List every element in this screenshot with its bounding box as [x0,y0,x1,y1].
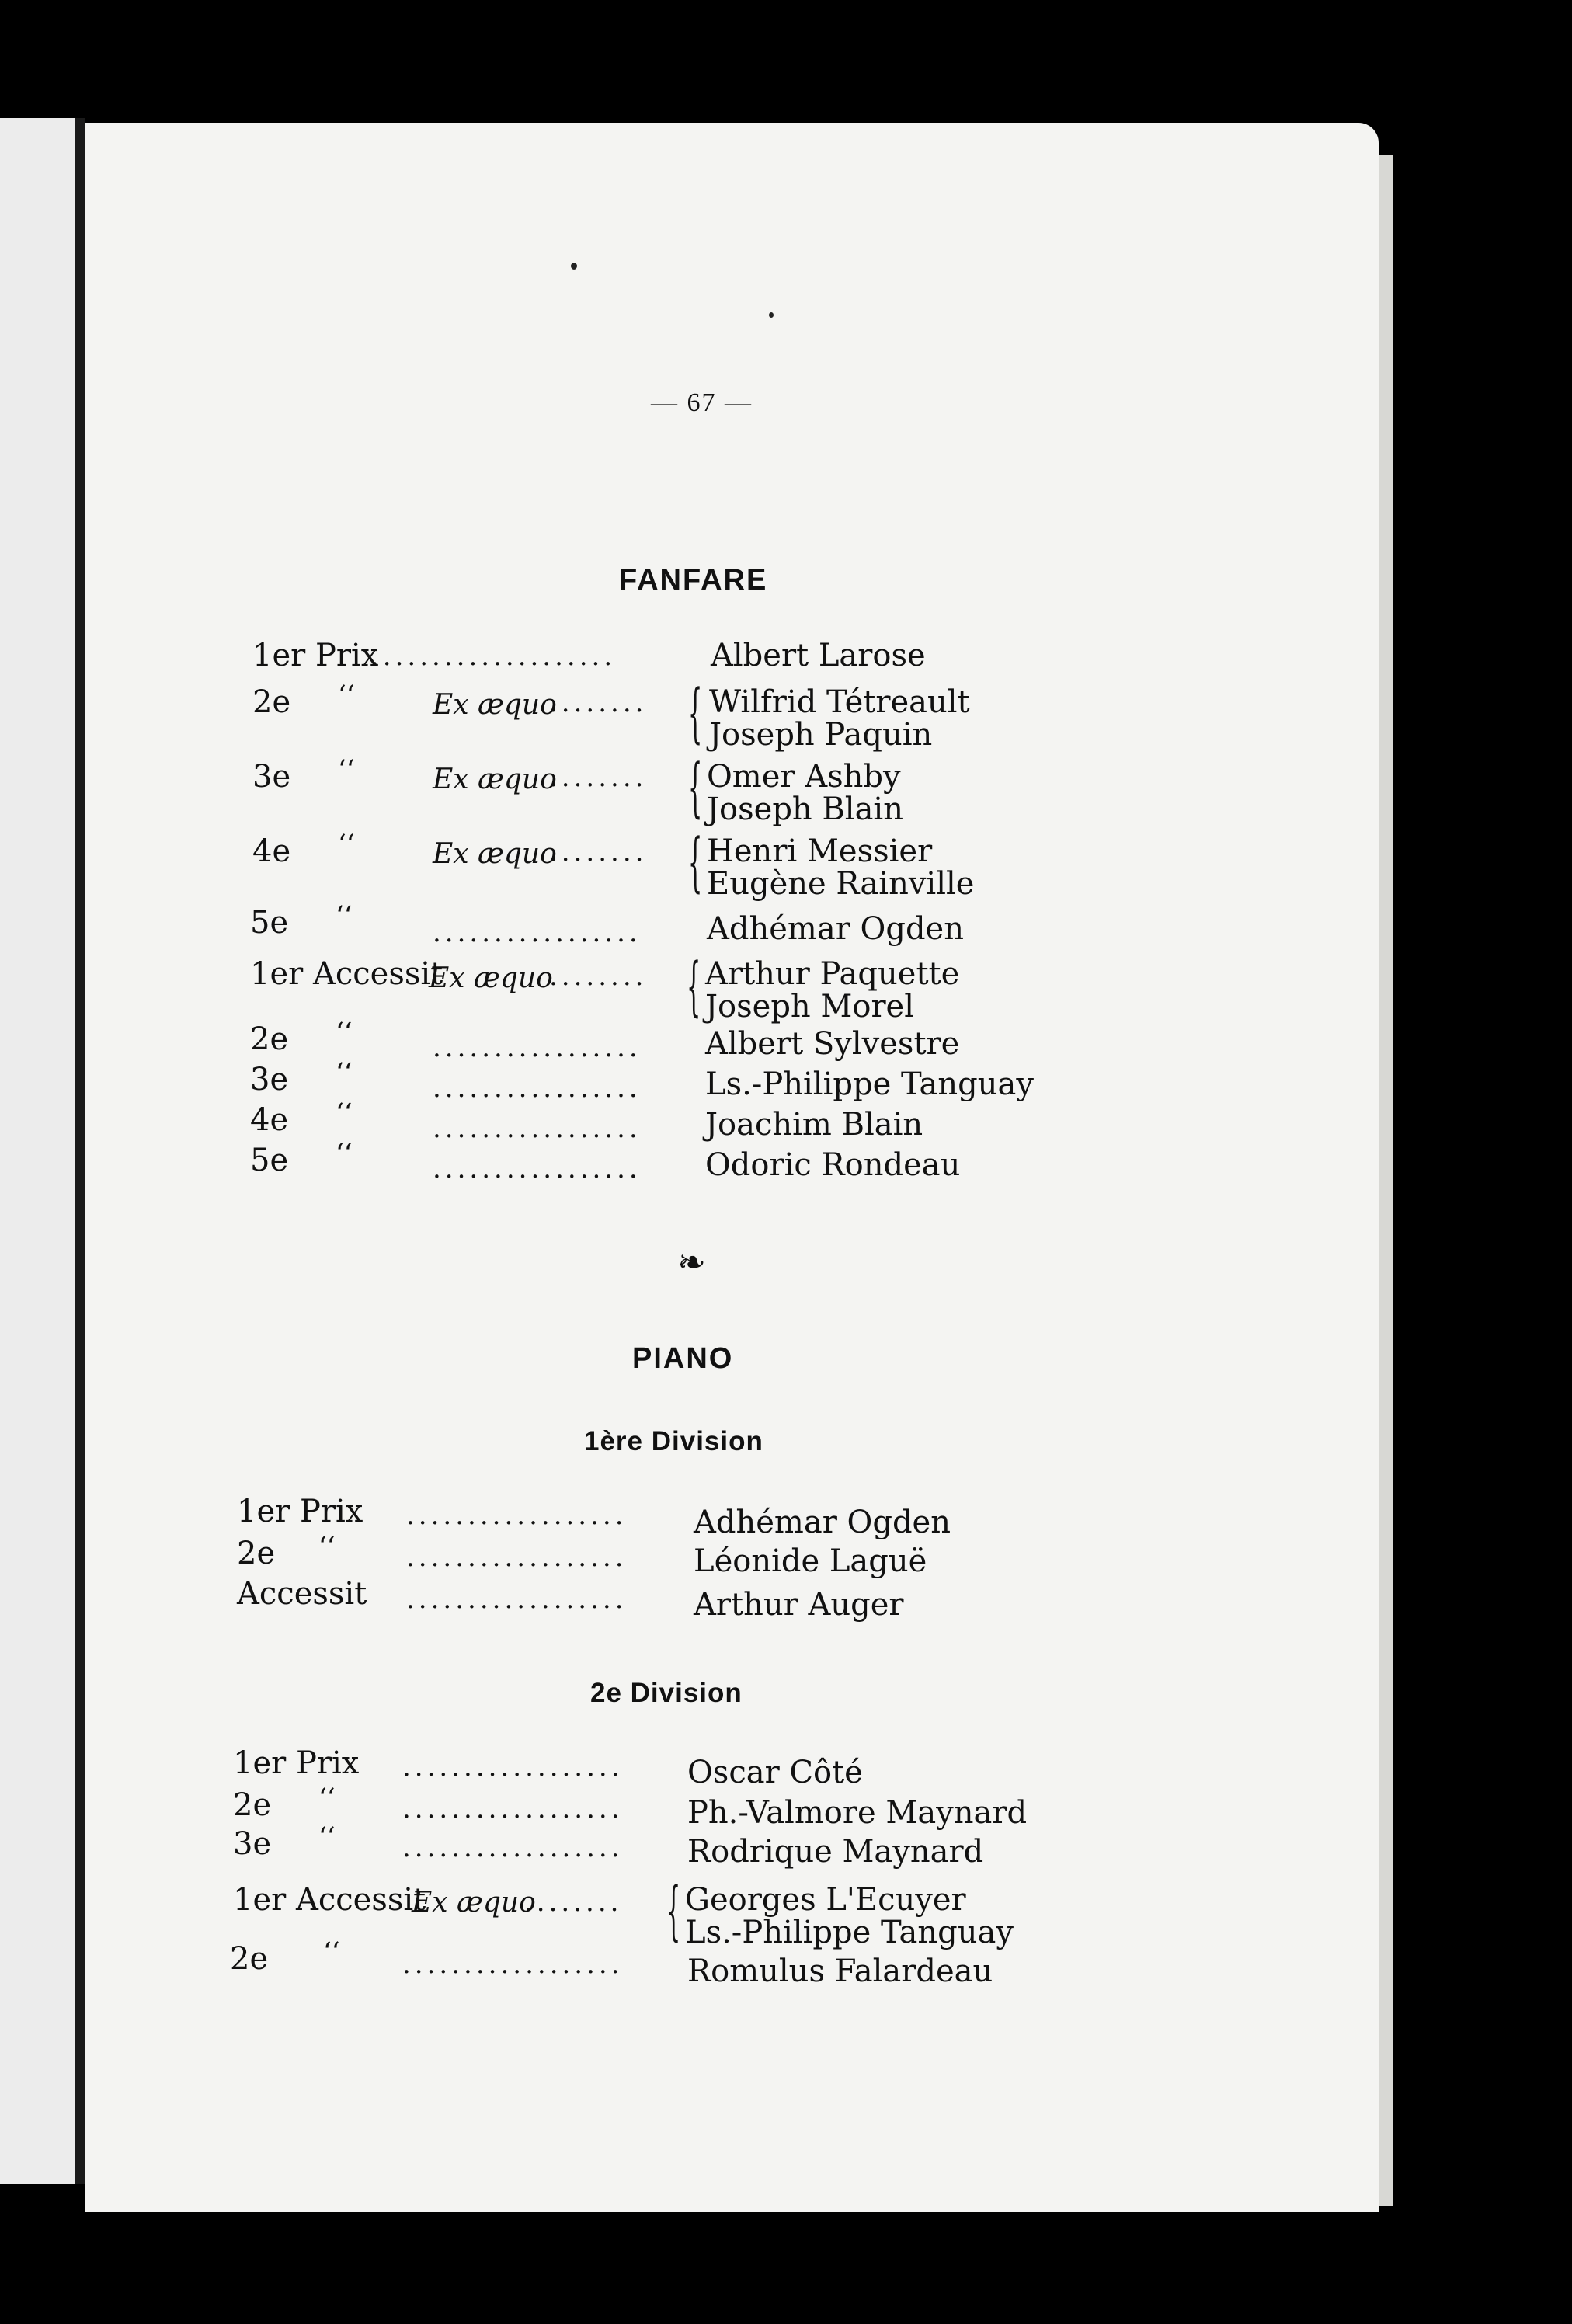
rank-label: 3e [250,1062,289,1098]
ditto-mark: ‘‘ [318,1783,336,1814]
ditto-mark: ‘‘ [336,1057,353,1088]
winner-name: Henri Messier [707,833,933,869]
leader-dots: ................. [433,1153,642,1185]
rank-label: 2e [252,684,291,720]
ditto-mark: ‘‘ [338,829,355,860]
rank-label: 1er Prix [252,638,379,673]
facing-page [0,118,75,2184]
division-2-title: 2e Division [590,1678,743,1708]
winner-name: Georges L'Ecuyer [685,1882,966,1918]
rank-label: 1er Accessit [250,956,443,992]
ditto-mark: ‘‘ [318,1821,336,1853]
rank-label: 1er Accessit [233,1882,426,1918]
ditto-mark: ‘‘ [336,1017,353,1048]
piano-title: PIANO [632,1342,734,1375]
ex-aequo-label: Ex æquo [429,962,553,994]
rank-label: 2e [250,1021,289,1057]
winner-name: Arthur Paquette [705,956,960,992]
winner-name: Rodrique Maynard [687,1834,984,1870]
rank-label: 2e [233,1787,272,1823]
ditto-mark: ‘‘ [338,680,355,711]
winner-name: Joachim Blain [705,1107,923,1143]
brace: { [688,826,703,899]
ditto-mark: ‘‘ [318,1531,336,1562]
rank-label: Accessit [237,1576,367,1612]
ditto-mark: ‘‘ [336,1098,353,1129]
winner-name: Albert Sylvestre [705,1026,960,1062]
rank-label: 5e [250,905,289,941]
winner-name: Romulus Falardeau [687,1953,993,1989]
ditto-mark: ‘‘ [323,1936,340,1967]
book-gutter [75,118,85,2184]
winner-name: Ls.-Philippe Tanguay [705,1066,1034,1102]
ditto-mark: ‘‘ [336,1138,353,1169]
ex-aequo-label: Ex æquo [433,838,557,870]
winner-name: Ls.-Philippe Tanguay [685,1915,1014,1950]
leader-dots: .................. [402,1949,624,1980]
leader-dots: ........ [549,762,648,793]
brace: { [666,1874,681,1948]
division-1-title: 1ère Division [584,1426,763,1456]
ditto-mark: ‘‘ [338,754,355,785]
leader-dots: ................. [433,1073,642,1104]
ink-speck [571,263,577,270]
ditto-mark: ‘‘ [336,900,353,931]
page-edge [1379,155,1393,2206]
winner-name: Ph.-Valmore Maynard [687,1795,1028,1831]
rank-label: 2e [237,1536,276,1571]
rank-label: 4e [250,1102,289,1138]
winner-name: Joseph Paquin [709,717,933,753]
winner-name: Joseph Blain [707,791,903,827]
winner-name: Léonide Laguë [694,1543,927,1579]
winner-name: Odoric Rondeau [705,1147,961,1183]
rank-label: 1er Prix [237,1494,363,1529]
ink-speck [769,312,774,318]
ex-aequo-label: Ex æquo [412,1887,536,1919]
brace: { [688,751,703,825]
winner-name: Oscar Côté [687,1755,863,1790]
leader-dots: ................. [433,917,642,948]
rank-label: 3e [252,759,291,795]
leader-dots: .................. [402,1832,624,1863]
ex-aequo-label: Ex æquo [433,764,557,795]
winner-name: Adhémar Ogden [707,911,964,947]
rank-label: 3e [233,1826,272,1862]
leader-dots: ................. [433,1032,642,1063]
rank-label: 5e [250,1143,289,1178]
ex-aequo-label: Ex æquo [433,689,557,721]
fleuron-ornament: ❧ [677,1243,706,1282]
winner-name: Wilfrid Tétreault [709,684,970,720]
fanfare-title: FANFARE [619,564,768,597]
leader-dots: ........ [549,961,648,992]
brace: { [687,950,701,1024]
winner-name: Eugène Rainville [707,866,975,902]
brace: { [688,677,703,750]
winner-name: Omer Ashby [707,759,901,795]
winner-name: Joseph Morel [705,989,915,1025]
leader-dots: .................. [406,1500,628,1531]
rank-label: 4e [252,833,291,869]
winner-name: Arthur Auger [694,1587,904,1623]
rank-label: 1er Prix [233,1745,360,1781]
leader-dots: ........ [524,1887,623,1918]
leader-dots: .................... [370,641,617,672]
leader-dots: ........ [549,687,648,718]
leader-dots: .................. [406,1542,628,1573]
leader-dots: ................. [433,1113,642,1144]
leader-dots: ........ [549,837,648,868]
winner-name: Albert Larose [711,638,926,673]
rank-label: 2e [230,1941,269,1977]
leader-dots: .................. [402,1752,624,1783]
leader-dots: .................. [406,1584,628,1615]
winner-name: Adhémar Ogden [694,1505,951,1540]
leader-dots: .................. [402,1793,624,1825]
page-number: — 67 — [651,388,753,417]
